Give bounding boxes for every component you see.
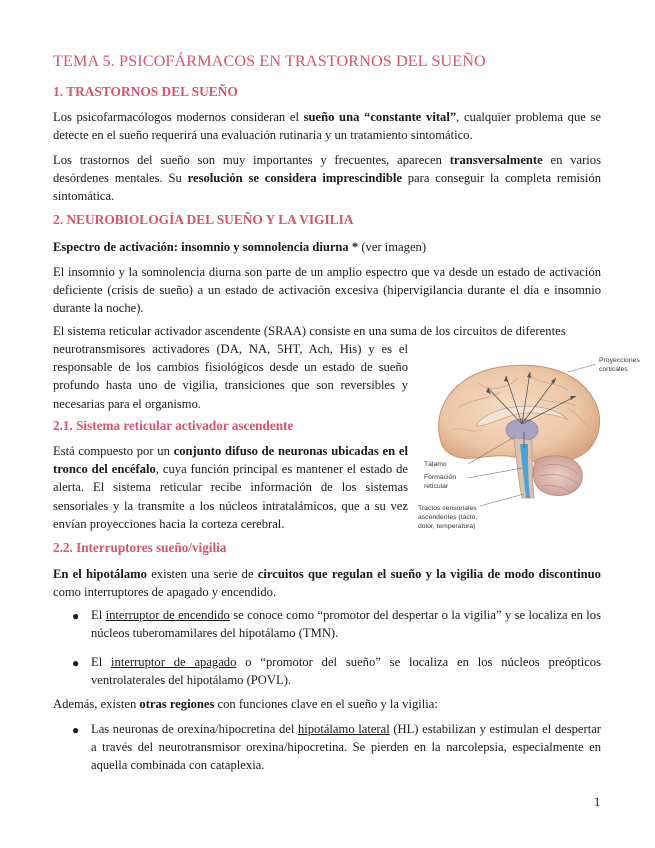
text-run: con funciones clave en el sueño y la vigilia:: [214, 697, 438, 711]
text-run: Las neuronas de orexina/hipocretina del: [91, 722, 298, 736]
paragraph-sraa-rest: neurotransmisores activadores (DA, NA, 5HT, Ach, His) y es el responsable de los cambios fisiológicos desde un estado de sueño profundo hasta uno de vigilia, transiciones que son reversibles y necesarias para el organismo.: [53, 342, 408, 411]
section-heading-trastornos: 1. TRASTORNOS DEL SUEÑO: [53, 84, 238, 99]
underline-run: interruptor de apagado: [111, 655, 237, 669]
paragraph-espectro: [53, 238, 601, 256]
bullet-encendido: [91, 606, 601, 642]
bold-run: Espectro de activación: insomnio y somnolencia diurna *: [53, 240, 359, 254]
paragraph-otras-regiones: [53, 695, 601, 713]
text-run: Además, existen: [53, 697, 140, 711]
label-tractos-3: dolor, temperatura): [418, 523, 476, 530]
label-reticular: reticular: [424, 483, 449, 490]
section-heading-neurobiologia: 2. NEUROBIOLOGÍA DEL SUEÑO Y LA VIGILIA: [53, 212, 354, 227]
bold-run: resolución se considera imprescindible: [187, 171, 402, 186]
paragraph-constante-vital: [53, 108, 601, 144]
text-run: existen una serie de: [146, 567, 258, 581]
section-heading-interruptores: 2.2. Interruptores sueño/vigilia: [53, 540, 227, 555]
underline-run: hipotálamo lateral: [297, 722, 390, 736]
text-run: (HL) estabilizan y estimulan el despertar a través del neurotransmisor orexina/hipocretina. Se pierden en la narcolepsia, especialmente en aquella combinada con cataplexia.: [91, 722, 601, 773]
bold-run: otras regiones: [139, 697, 215, 711]
text-run: en varios desórdenes mentales. Su: [53, 153, 601, 186]
paragraph-hipotalamo: [53, 565, 601, 601]
text-run: , cuya función principal es mantener el estado de alerta. El sistema reticular recibe información de los sistemas sensoriales y la transmite a los núcleos intratalámicos, que a su vez envían proyecciones hacia la corteza cerebral.: [53, 462, 408, 531]
bold-run: En el hipotálamo: [53, 567, 147, 581]
page-title: TEMA 5. PSICOFÁRMACOS EN TRASTORNOS DEL SUEÑO: [53, 52, 486, 70]
text-run: o “promotor del sueño” se localiza en los núcleos preópticos ventrolaterales del hipotálamo (POVL).: [91, 655, 601, 688]
label-tractos-1: Tractos sensoriales: [418, 505, 477, 512]
text-run: se conoce como “promotor del despertar o la vigilia” y se localiza en los núcleos tuberomamilares del hipotálamo (TMN).: [91, 608, 601, 641]
underline-run: interruptor de encendido: [105, 608, 230, 622]
text-run: para conseguir la completa remisión sintomática.: [53, 171, 601, 204]
bullet-marker: ●: [72, 656, 80, 670]
bold-run: conjunto difuso de neuronas ubicadas en el tronco del encéfalo: [53, 444, 408, 477]
paragraph-insomnio: El insomnio y la somnolencia diurna son parte de un amplio espectro que va desde un estado de activación deficiente (crisis de sueño) a un estado de activación excesiva (hipervigilancia durante el día e insomnio durante la noche).: [53, 265, 601, 316]
text-run: Los psicofarmacólogos modernos consideran el: [53, 110, 304, 124]
text-run: El: [91, 655, 112, 669]
text-run: , cualquier problema que se detecte en el sueño requerirá una evaluación rutinaria y un tratamiento sintomático.: [53, 110, 601, 143]
text-run: Los trastornos del sueño son muy importantes y frecuentes, aparecen: [53, 153, 450, 167]
bullet-orexina: [91, 720, 601, 775]
paragraph-compuesto: [53, 442, 408, 533]
bullet-apagado: [91, 653, 601, 689]
page-number: 1: [594, 795, 601, 809]
bold-run: sueño una “constante vital”: [303, 110, 457, 124]
text-run: (ver imagen): [358, 240, 427, 254]
bold-run: transversalmente: [449, 153, 543, 167]
label-corticales: corticales: [599, 366, 628, 373]
label-formacion: Formación: [424, 474, 457, 481]
bold-run: circuitos que regulan el sueño y la vigilia de modo discontinuo: [257, 567, 601, 581]
paragraph-sraa-line1: El sistema reticular activador ascendente (SRAA) consiste en una suma de los circuitos de diferentes: [53, 324, 566, 338]
label-proyecciones: Proyecciones: [599, 357, 640, 364]
text-run: Está compuesto por un: [53, 444, 174, 458]
label-tractos-2: ascendentes (tacto,: [418, 514, 478, 521]
section-heading-sraa: 2.1. Sistema reticular activador ascendente: [53, 418, 294, 433]
label-talamo: Tálamo: [424, 461, 447, 468]
text-run: como interruptores de apagado y encendido.: [53, 585, 277, 600]
brain-diagram: [418, 348, 650, 533]
bullet-marker: ●: [72, 723, 80, 737]
bullet-marker: ●: [72, 609, 80, 623]
text-run: El: [91, 608, 106, 622]
paragraph-transversalmente: [53, 151, 601, 206]
